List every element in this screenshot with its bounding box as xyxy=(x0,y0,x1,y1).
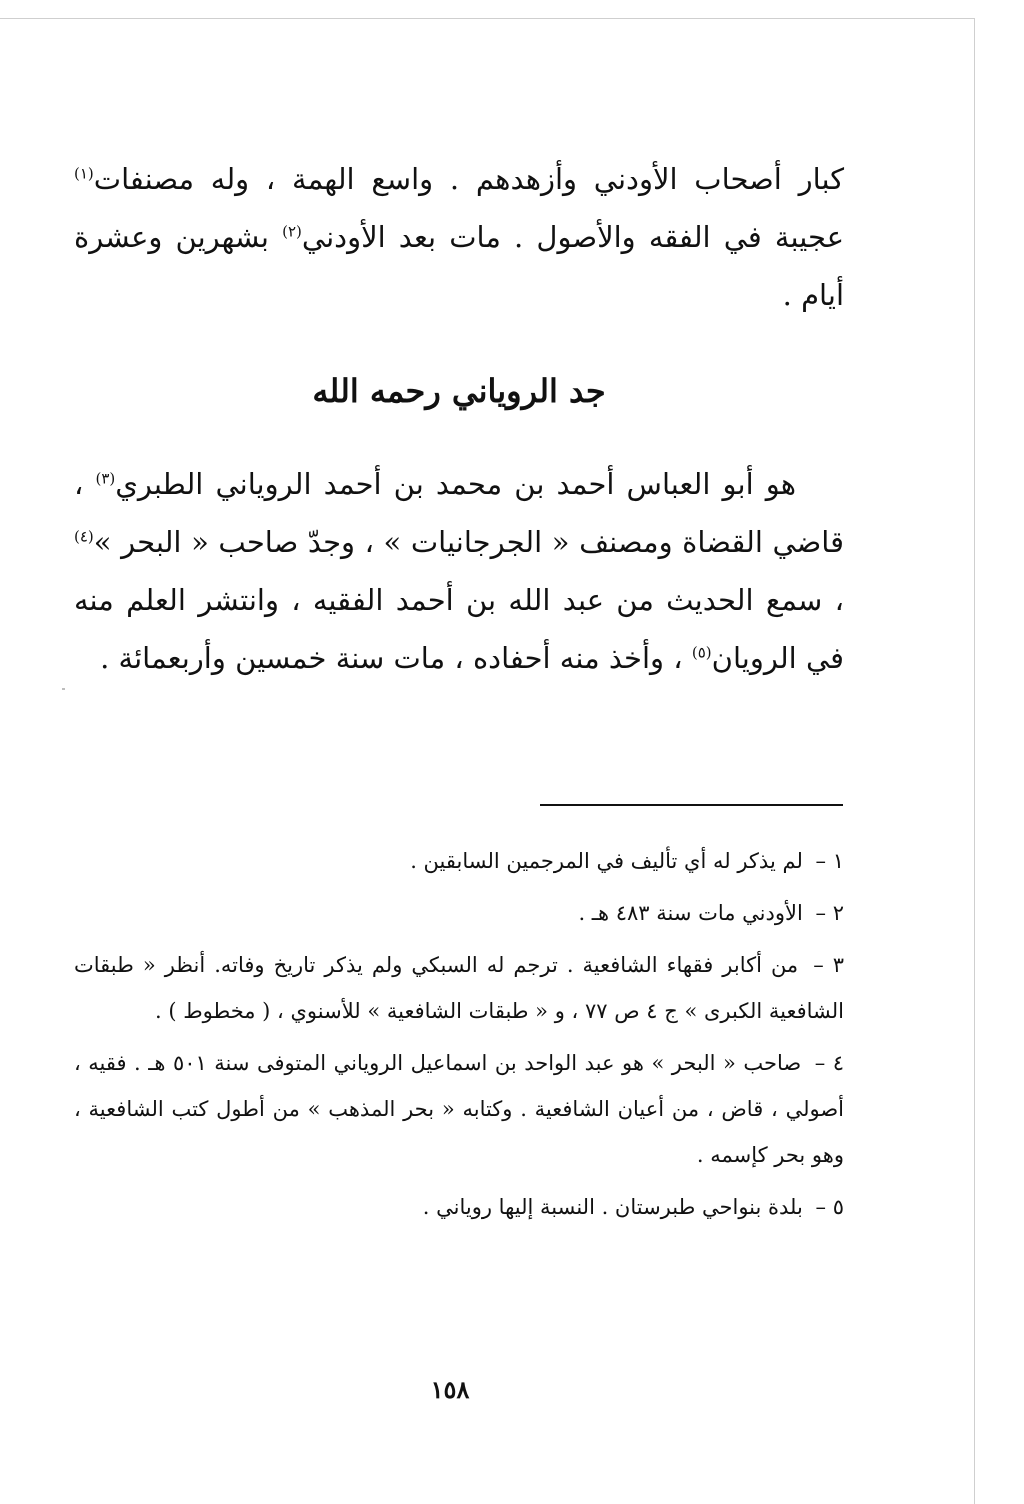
footnote-text: الأودني مات سنة ٤٨٣ هـ . xyxy=(578,901,803,925)
paragraph-biography xyxy=(74,455,844,687)
paragraph-2-text-c: ، سمع الحديث من عبد الله بن أحمد الفقيه ، وانتشر العلم منه في الرويان xyxy=(74,583,844,675)
footnote-ref-1: (١) xyxy=(74,164,94,183)
footnote-4 xyxy=(74,1040,844,1178)
footnote-number: ١ – xyxy=(815,849,844,873)
footnote-5 xyxy=(74,1184,844,1230)
footnote-text: من أكابر فقهاء الشافعية . ترجم له السبكي ولم يذكر تاريخ وفاته. أنظر « طبقات الشافعية الكبرى » ج ٤ ص ٧٧ ، و « طبقات الشافعية » للأسنوي ، ( مخطوط ) . xyxy=(74,953,844,1023)
footnote-text: لم يذكر له أي تأليف في المرجمين السابقين . xyxy=(410,849,803,873)
footnote-ref-4: (٤) xyxy=(74,527,94,546)
footnote-text: بلدة بنواحي طبرستان . النسبة إليها روياني . xyxy=(422,1195,803,1219)
footnote-1 xyxy=(74,838,844,884)
paragraph-2-text-a: هو أبو العباس أحمد بن محمد بن أحمد الروياني الطبري xyxy=(115,467,796,501)
footnote-2 xyxy=(74,890,844,936)
footnote-number: ٣ – xyxy=(813,953,844,977)
footnote-number: ٥ – xyxy=(815,1195,844,1219)
page-number: ١٥٨ xyxy=(430,1375,470,1404)
paragraph-1-text-c: بشهرين وعشرة أيام . xyxy=(74,220,844,312)
section-heading: جد الروياني رحمه الله xyxy=(312,372,606,410)
paragraph-continuation xyxy=(74,150,844,324)
page-edge-right xyxy=(974,18,975,1504)
scan-speck xyxy=(62,688,65,690)
footnote-separator xyxy=(540,804,843,806)
footnote-number: ٢ – xyxy=(815,901,844,925)
paragraph-2-text-d: ، وأخذ منه أحفاده ، مات سنة خمسين وأربعمائة . xyxy=(100,641,692,675)
footnote-3 xyxy=(74,942,844,1034)
page-edge-top xyxy=(0,18,975,19)
paragraph-2-text-b: ، قاضي القضاة ومصنف « الجرجانيات » ، وجدّ صاحب « البحر » xyxy=(74,467,844,559)
footnote-ref-5: (٥) xyxy=(691,643,712,662)
footnote-text: صاحب « البحر » هو عبد الواحد بن اسماعيل الروياني المتوفى سنة ٥٠١ هـ . فقيه ، أصولي ، قاض ، من أعيان الشافعية . وكتابه « بحر المذهب » من أطول كتب الشافعية ، وهو بحر كإسمه . xyxy=(74,1051,844,1167)
footnote-ref-3: (٣) xyxy=(95,469,116,488)
footnote-number: ٤ – xyxy=(814,1051,845,1075)
footnote-ref-2: (٢) xyxy=(282,222,302,241)
paragraph-1-text-b: عجيبة في الفقه والأصول . مات بعد الأودني xyxy=(301,220,844,254)
footnotes xyxy=(74,838,844,1236)
paragraph-1-text-a: كبار أصحاب الأودني وأزهدهم . واسع الهمة ، وله مصنفات xyxy=(93,162,844,196)
